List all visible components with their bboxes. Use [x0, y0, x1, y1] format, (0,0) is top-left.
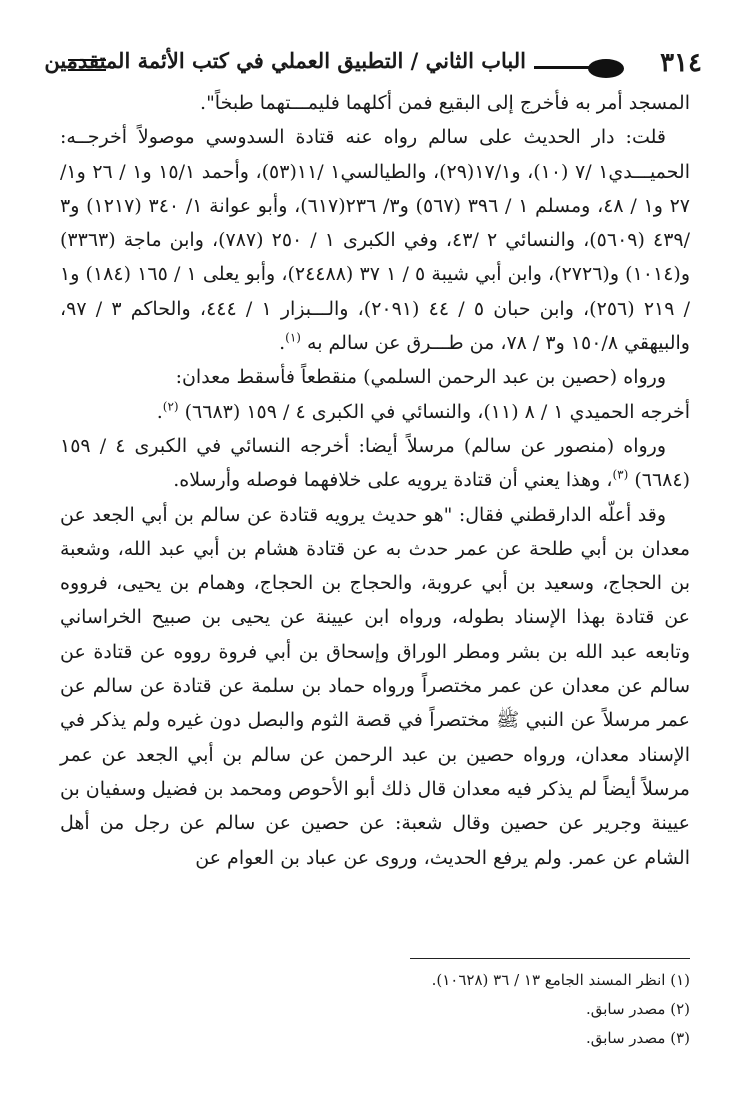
- footnote-marker: (٢): [162, 399, 179, 414]
- body-paragraph: [60, 360, 690, 394]
- paragraph-text: المسجد أمر به فأخرج إلى البقيع فمن أكلهما فليمـــتهما طبخاً".: [200, 92, 690, 114]
- header-ornament: [588, 59, 624, 78]
- paragraph-text: قلت: دار الحديث على سالم رواه عنه قتادة السدوسي موصولاً أخرجــه: الحميـــدي١ /٧ (١٠)، و١٧/١(٢٩)، والطيالسي١ /١١(٥٣)، وأحمد ١٥/١ و١ / ٢٦ و١/ ٢٧ و١ / ٤٨، ومسلم ١ / ٣٩٦ (٥٦٧) و٣/ ٢٣٦(٦١٧)، وأبو عوانة ١/ ٣٤٠ (١٢١٧) و٣ /٤٣٩ (٥٦٠٩)، والنسائي ٢ /٤٣، وفي الكبرى ١ / ٢٥٠ (٧٨٧)، وابن ماجة (٣٣٦٣) و(١٠١٤) و(٢٧٢٦)، وابن أبي شيبة ٥ / ١ ٣٧ (٢٤٤٨٨)، وأبو يعلى ١ / ١٦٥ (١٨٤) و١ / ٢١٩ (٢٥٦)، وابن حبان ٥ / ٤٤ (٢٠٩١)، والـــبزار ١ / ٤٤٤، والحاكم ٣ / ٩٧، والبيهقي ١٥٠/٨ و٣ / ٧٨، من طـــرق عن سالم به: [60, 126, 691, 355]
- paragraph-text: أخرجه الحميدي ١ / ٨ (١١)، والنسائي في الكبرى ٤ / ١٥٩ (٦٦٨٣): [184, 400, 690, 423]
- paragraph-tail: .: [279, 332, 286, 355]
- paragraph-tail: ، وهذا يعني أن قتادة يرويه على خلافهما فوصله وأرسلاه.: [173, 469, 613, 492]
- chapter-title: الباب الثاني / التطبيق العملي في كتب الأئمة المتقدمين: [36, 48, 534, 73]
- footnote: (٣) مصدر سابق.: [585, 1029, 690, 1047]
- body-paragraph: [60, 86, 690, 120]
- header-end-ornament: [68, 59, 106, 71]
- footnote-marker: (٣): [612, 467, 629, 482]
- body-paragraph: [60, 498, 690, 875]
- footnote-marker: (١): [285, 330, 301, 345]
- paragraph-text: ورواه (حصين بن عبد الرحمن السلمي) منقطعاً فأسقط معدان:: [175, 366, 666, 389]
- body-paragraph: [60, 395, 690, 429]
- body-text: [60, 86, 690, 875]
- body-paragraph: [60, 429, 690, 498]
- paragraph-text: ورواه (منصور عن سالم) مرسلاً أيضا: أخرجه النسائي في الكبرى ٤ / ١٥٩ (٦٦٨٤): [60, 434, 690, 492]
- footnote: (٢) مصدر سابق.: [585, 1000, 690, 1018]
- body-paragraph: [60, 120, 690, 360]
- footnotes: [60, 966, 690, 1053]
- footnote-separator: [410, 958, 690, 959]
- paragraph-tail: .: [156, 400, 163, 423]
- page-number: ٣١٤: [660, 48, 702, 78]
- paragraph-text: وقد أعلّه الدارقطني فقال: "هو حديث يرويه قتادة عن سالم بن أبي الجعد عن معدان بن أبي طلحة عن عمر حدث به عن قتادة هشام بن أبي عبد الله، وشعبة بن الحجاج، وسعيد بن أبي عروبة، والحجاج بن الحجاج، وهمام بن يحيى، فرووه عن قتادة بهذا الإسناد بطوله، ورواه ابن عيينة عن يحيى بن صبيح الخراساني وتابعه عبد الله بن بشر ومطر الوراق وإسحاق بن أبي فروة رووه عن قتادة عن سالم عن معدان عن عمر مختصراً ورواه حماد بن سلمة عن قتادة عن سالم عن عمر مرسلاً عن النبي ﷺ مختصراً في قصة الثوم والبصل دون غيره ولم يذكر في الإسناد معدان، ورواه حصين بن عبد الرحمن عن سالم بن أبي الجعد عن عمر مرسلاً أيضاً لم يذكر فيه معدان قال ذلك أبو الأحوص ومحمد بن فضيل وسفيان بن عيينة وجرير عن حصين وقال شعبة: عن حصين عن سالم عن رجل من أهل الشام عن عمر. ولم يرفع الحديث، وروى عن عباد بن العوام عن: [60, 503, 690, 869]
- footnote: (١) انظر المسند الجامع ١٣ / ٣٦ (١٠٦٢٨).: [431, 971, 690, 989]
